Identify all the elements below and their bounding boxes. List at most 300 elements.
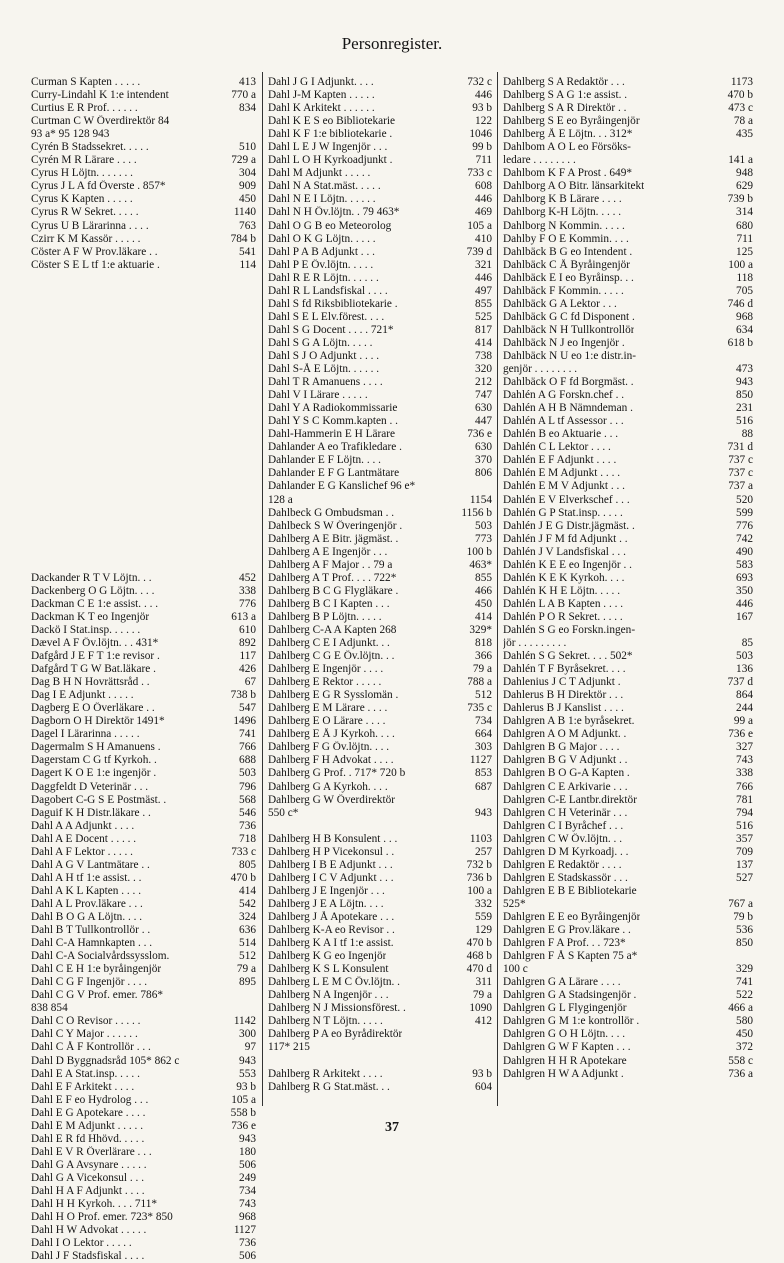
entry-name: Dahl C-A Hamnkapten . . . [31,937,153,950]
entry-pages: 137 [736,858,753,871]
entry-name: Dahlander E F G Lantmätare [268,467,400,480]
entry-pages [489,1041,492,1054]
entry-name: Dahl Y S C Komm.kapten . . [268,415,399,428]
register-entry [268,754,492,767]
entry-name: Dahlén C L Lektor . . . . [503,441,611,454]
entry-name: Dahl R E R Löjtn. . . . . . [268,271,379,284]
entry-name: Dahl V I Lärare . . . . . [268,389,368,402]
entry-name: Dahlberg H P Vicekonsul . . [268,845,395,858]
register-entry [31,637,256,650]
entry-name: Dahlén A L tf Assessor . . . [503,415,624,428]
spacer [31,272,256,285]
register-entry [268,663,492,676]
spacer [31,298,256,311]
entry-name: Dahlberg B C G Flygläkare . [268,584,399,597]
register-entry [503,128,753,141]
entry-pages: 100 a [467,884,492,897]
entry-name: Dahl H A F Adjunkt . . . . [31,1184,145,1197]
entry-pages: 357 [736,832,753,845]
entry-name: Dahlberg G W Överdirektör [268,793,396,806]
register-entry [31,885,256,898]
register-entry [31,89,256,102]
register-entry [31,76,256,89]
entry-pages: 327 [736,741,753,754]
entry-name: Dahlberg F G Öv.löjtn. . . . [268,741,390,754]
entry-pages: 788 a [467,676,492,689]
spacer [31,311,256,324]
register-entry [268,950,492,963]
entry-pages: 736 e [467,428,492,441]
spacer [31,467,256,480]
register-entry [268,350,492,363]
entry-name: Dahlborg A O Bitr. länsarkitekt [503,180,645,193]
entry-name: Dahlén T F Byråsekret. . . . [503,663,626,676]
entry-pages: 776 [239,597,256,610]
spacer [31,376,256,389]
entry-pages: 547 [239,702,256,715]
entry-pages: 604 [475,1080,492,1093]
entry-name: Dahlberg A E Ingenjör . . . [268,545,388,558]
spacer [31,428,256,441]
register-entry [31,572,256,585]
entry-pages: 97 [244,1041,256,1054]
entry-pages: 687 [475,780,492,793]
register-entry [503,311,753,324]
entry-pages: 1154 [469,493,492,506]
register-entry [268,141,492,154]
entry-pages: 503 [475,519,492,532]
entry-name: Dahlgren C W Öv.löjtn. . . [503,832,623,845]
register-entry [268,1041,492,1054]
entry-pages: 734 [239,1184,256,1197]
entry-name: Dahlberg I C V Adjunkt . . . [268,871,394,884]
entry-name: Dahl C G F Ingenjör . . . . [31,976,148,989]
entry-pages: 304 [239,167,256,180]
register-entry [503,233,753,246]
register-entry [503,428,753,441]
register-entry [268,807,492,820]
register-entry [31,807,256,820]
register-entry [31,781,256,794]
register-entry [268,689,492,702]
entry-name: Dahlberg L E M C Öv.löjtn. . [268,976,400,989]
register-entry [31,872,256,885]
entry-name: Dahlbäck F Kommin. . . . . [503,284,624,297]
entry-pages: 618 b [727,336,753,349]
entry-pages: 718 [239,832,256,845]
register-entry [503,324,753,337]
entry-name: Dahlbom A O L eo Försöks- [503,141,631,154]
entry-pages: 636 [239,924,256,937]
entry-name: 525* [503,897,526,910]
entry-name: Dahl E V R Överlärare . . . [31,1145,152,1158]
entry-name: Dahlén E M Adjunkt . . . . [503,467,621,480]
entry-name: ledare . . . . . . . . [503,154,576,167]
register-entry [503,885,753,898]
register-entry [503,298,753,311]
register-entry [268,728,492,741]
spacer [31,454,256,467]
entry-pages: 446 [475,271,492,284]
entry-name: Dahlén A H B Nämndeman . [503,402,633,415]
register-entry [31,259,256,272]
register-entry [31,963,256,976]
entry-name: Dahlgren E Redaktör . . . . [503,858,622,871]
entry-name: Cyrén B Stadssekret. . . . . [31,141,149,154]
register-entry [31,663,256,676]
entry-pages: 742 [736,532,753,545]
entry-pages: 850 [736,937,753,950]
entry-pages: 329* [469,623,492,636]
entry-name: Cöster S E L tf 1:e aktuarie . [31,258,160,271]
entry-pages: 100 b [466,545,492,558]
entry-pages: 817 [475,323,492,336]
entry-pages: 129 [475,924,492,937]
register-entry [31,220,256,233]
entry-name: Dahl N H Öv.löjtn. . 79 463* [268,206,400,219]
entry-name: Dahl A A Adjunkt . . . . [31,819,135,832]
register-entry [503,794,753,807]
entry-pages [489,794,492,807]
entry-pages: 630 [475,402,492,415]
entry-pages: 736 e [728,728,753,741]
entry-name: Dahlberg B C I Kapten . . . [268,597,390,610]
entry-name: Dahlbäck O F fd Borgmäst. . [503,376,634,389]
register-entry [503,389,753,402]
entry-pages: 943 [239,1054,256,1067]
entry-pages: 527 [736,871,753,884]
entry-name: Czirr K M Kassör . . . . . [31,232,141,245]
register-entry [268,220,492,233]
register-entry [503,976,753,989]
entry-name: Dahlgren C I Byråchef . . . [503,819,624,832]
entry-name: Dahlbeck G Ombudsman . . [268,506,395,519]
entry-pages: 350 [736,584,753,597]
spacer [31,494,256,507]
entry-pages: 93 b [472,1067,492,1080]
register-entry [503,167,753,180]
entry-name: Dahl G A Avsynare . . . . . [31,1158,147,1171]
entry-name: 550 c* [268,806,299,819]
entry-pages: 1140 [233,206,256,219]
entry-name: Dahl C Å F Kontrollör . . . [31,1041,151,1054]
entry-pages: 466 [475,584,492,597]
register-entry [31,794,256,807]
register-entry [503,520,753,533]
entry-name: Dahlberg K S L Konsulent [268,963,389,976]
register-entry [503,180,753,193]
entry-name: Dag B H N Hovrättsråd . . [31,676,150,689]
entry-pages: 447 [475,415,492,428]
register-entry [268,233,492,246]
entry-name: Dahl K F 1:e bibliotekarie . [268,128,393,141]
entry-pages: 734 [475,715,492,728]
register-entry [503,154,753,167]
entry-name: Dahlander E G Kanslichef 96 e* [268,480,416,493]
register-entry [31,1055,256,1068]
entry-name: Dahlander E F Löjtn. . . . [268,454,381,467]
entry-pages: 747 [475,389,492,402]
entry-name: Dahlgren C H Veterinär . . . [503,806,628,819]
register-entry [31,128,256,141]
entry-pages [253,989,256,1002]
page-number: 37 [385,1120,399,1135]
entry-name: Dahl P A B Adjunkt . . . [268,245,375,258]
entry-pages: 1103 [469,832,492,845]
entry-pages: 413 [239,76,256,88]
register-entry [268,272,492,285]
entry-pages: 733 c [231,845,256,858]
entry-name: Dahl N E I Löjtn. . . . . . [268,193,376,206]
register-entry [268,285,492,298]
register-entry [503,141,753,154]
entry-name: Dahlberg F H Advokat . . . . [268,754,394,767]
register-entry [268,167,492,180]
entry-name: Dahlgren F A Prof. . . 723* [503,937,626,950]
register-entry [31,1028,256,1041]
entry-pages: 738 [475,349,492,362]
register-entry [503,259,753,272]
entry-name: Dahlgren A O M Adjunkt. . [503,728,627,741]
entry-pages: 541 [239,245,256,258]
entry-name: Dahlborg K B Lärare . . . . [503,193,622,206]
entry-name: Dahlgren D M Kyrkoadj. . . [503,845,629,858]
entry-name: Dahl S fd Riksbibliotekarie . [268,297,398,310]
entry-name: Dahlberg K-A eo Revisor . . [268,924,395,937]
entry-name: Dahl J-M Kapten . . . . . [268,89,375,102]
entry-pages: 450 [475,597,492,610]
entry-name: Dahl H H Kyrkoh. . . . 711* [31,1198,158,1211]
register-entry [31,976,256,989]
entry-pages: 470 b [466,937,492,950]
entry-name: Dahlén S G eo Forskn.ingen- [503,623,636,636]
entry-pages: 736 [239,819,256,832]
register-entry [31,154,256,167]
entry-name: Dahlén S G Sekret. . . . 502* [503,650,633,663]
entry-pages: 469 [475,206,492,219]
entry-name: Dahlberg N J Missionsförest. . [268,1002,406,1015]
entry-name: Dahlbäck G C fd Disponent . [503,310,635,323]
entry-pages: 763 [239,219,256,232]
entry-name: Dahlberg K A I tf 1:e assist. [268,937,394,950]
entry-pages: 536 [736,924,753,937]
register-entry [503,754,753,767]
register-entry [503,350,753,363]
spacer [31,533,256,546]
entry-name: Dahl A L Prov.läkare . . . [31,897,143,910]
register-entry [503,220,753,233]
register-entry [31,1237,256,1250]
entry-name: Dahl B O G A Löjtn. . . . [31,911,143,923]
register-entry [268,624,492,637]
entry-name: 93 a* 95 128 943 [31,128,110,141]
entry-name: Dahl E A Stat.insp. . . . . [31,1067,140,1080]
register-entry [268,441,492,454]
register-entry [503,767,753,780]
entry-name: Dahlbäck N U eo 1:e distr.in- [503,349,637,362]
entry-name: Dahl A F Lektor . . . . . [31,845,133,858]
register-entry [503,533,753,546]
register-entry [31,1198,256,1211]
entry-name: Dahlén J E G Distr.jägmäst. . [503,519,635,532]
entry-pages: 446 [475,193,492,206]
entry-pages: 559 [475,911,492,923]
entry-pages: 735 c [467,702,492,715]
register-entry [31,1185,256,1198]
spacer [31,546,256,559]
register-entry [268,741,492,754]
register-entry [503,807,753,820]
entry-name: Dahlbäck N J eo Ingenjör . [503,336,625,349]
entry-name: jör . . . . . . . . . [503,637,567,650]
entry-name: Dahl I O Lektor . . . . . [31,1237,132,1250]
entry-name: Dahl J F Stadsfiskal . . . . [31,1250,145,1263]
register-entry [268,572,492,585]
entry-pages: 514 [239,937,256,950]
entry-pages: 117 [239,650,256,663]
register-entry [31,193,256,206]
register-entry [268,911,492,924]
register-entry [503,285,753,298]
register-entry [268,937,492,950]
register-entry [503,650,753,663]
register-entry [31,233,256,246]
entry-pages: 806 [475,467,492,480]
entry-name: Dahlberg J E Ingenjör . . . [268,884,385,897]
register-entry [268,611,492,624]
register-entry [31,702,256,715]
entry-pages: 732 c [467,76,492,88]
entry-pages: 332 [475,897,492,910]
register-entry [268,1081,492,1094]
entry-pages: 776 [736,519,753,532]
entry-pages: 943 [475,806,492,819]
register-entry [503,611,753,624]
register-entry [503,898,753,911]
entry-name: Dahlgren B O G-A Kapten . [503,767,630,780]
spacer [31,415,256,428]
register-entry [31,989,256,1002]
entry-pages: 1127 [469,754,492,767]
entry-name: Dahlgren G W F Kapten . . . [503,1041,631,1054]
entry-pages: 426 [239,663,256,676]
entry-pages: 85 [741,637,753,650]
register-entry [503,376,753,389]
entry-pages: 99 b [472,141,492,154]
entry-name: 128 a [268,493,293,506]
register-entry [268,467,492,480]
entry-name: Dahlbäck E I eo Byråinsp. . . [503,271,634,284]
entry-name: Dahlberg R G Stat.mäst. . . [268,1080,390,1093]
entry-name: Dahlberg A E Bitr. jägmäst. . [268,532,399,545]
entry-name: Dahlberg A F Major . . 79 a [268,558,393,571]
entry-name: Dahl A H tf 1:e assist. . . [31,871,142,884]
entry-pages: 503 [239,767,256,780]
entry-pages: 118 [736,271,753,284]
entry-pages: 568 [239,793,256,806]
register-entry [268,193,492,206]
register-entry [268,76,492,89]
entry-name: Dahl K E S eo Bibliotekarie [268,115,396,128]
register-entry [503,102,753,115]
spacer [268,1055,492,1068]
entry-name: Dahlén B eo Aktuarie . . . [503,428,619,441]
register-entry [31,1015,256,1028]
entry-name: Dahl H O Prof. emer. 723* 850 [31,1211,173,1224]
entry-name: Dafgård T G W Bat.läkare . [31,663,156,676]
entry-name: Dahl C-A Socialvårdssysslom. [31,950,170,963]
entry-pages: 773 [475,532,492,545]
entry-name: Cyrus H Löjtn. . . . . . . [31,167,133,180]
entry-pages [750,350,753,363]
entry-pages: 1142 [233,1015,256,1028]
entry-name: Dahlberg S A R Direktör . . [503,102,627,115]
entry-pages: 731 d [727,441,753,454]
entry-pages: 853 [475,767,492,780]
register-entry [31,180,256,193]
entry-name: Dahlborg K-H Löjtn. . . . . [503,206,622,219]
register-entry [268,533,492,546]
register-entry [31,1159,256,1172]
entry-pages: 741 [239,728,256,741]
entry-name: Dahlén J F M fd Adjunkt . . [503,532,628,545]
entry-pages: 736 [239,1237,256,1250]
column-divider [262,72,263,1106]
register-entry [268,585,492,598]
register-entry [503,950,753,963]
entry-pages: 629 [736,180,753,193]
entry-name: Dahlerus B J Kanslist . . . . [503,702,624,715]
entry-pages: 634 [736,323,753,336]
entry-name: Dahlbäck N H Tullkontrollör [503,323,635,336]
entry-pages: 79 a [472,663,492,676]
entry-name: Dahlén E F Adjunkt . . . . [503,454,617,467]
entry-pages [489,1028,492,1041]
entry-pages: 558 b [230,1106,256,1119]
register-entry [268,246,492,259]
register-entry [503,76,753,89]
register-entry [268,324,492,337]
register-entry [31,820,256,833]
entry-name: Dagert K O E 1:e ingenjör . [31,767,157,780]
register-entry [503,1015,753,1028]
spacer [31,441,256,454]
entry-name: Dahlgren G M 1:e kontrollör . [503,1015,640,1028]
register-entry [268,402,492,415]
spacer [31,363,256,376]
entry-pages: 414 [475,610,492,623]
register-entry [268,102,492,115]
entry-name: Dahlberg R Arkitekt . . . . [268,1067,383,1080]
entry-name: Dahlén P O R Sekret. . . . . [503,610,623,623]
entry-name: Dahlgren E Stadskassör . . . [503,871,628,884]
register-entry [31,206,256,219]
entry-pages: 794 [736,806,753,819]
entry-pages: 580 [736,1015,753,1028]
register-entry [268,833,492,846]
entry-pages: 741 [736,976,753,989]
register-entry [268,1068,492,1081]
register-column-1 [31,76,256,1263]
entry-pages: 99 a [733,715,753,728]
register-entry [31,911,256,924]
register-entry [503,846,753,859]
register-entry [503,728,753,741]
entry-name: Dahlberg P A eo Byrådirektör [268,1028,403,1041]
register-entry [31,1081,256,1094]
entry-pages: 943 [239,1132,256,1145]
register-entry [268,650,492,663]
